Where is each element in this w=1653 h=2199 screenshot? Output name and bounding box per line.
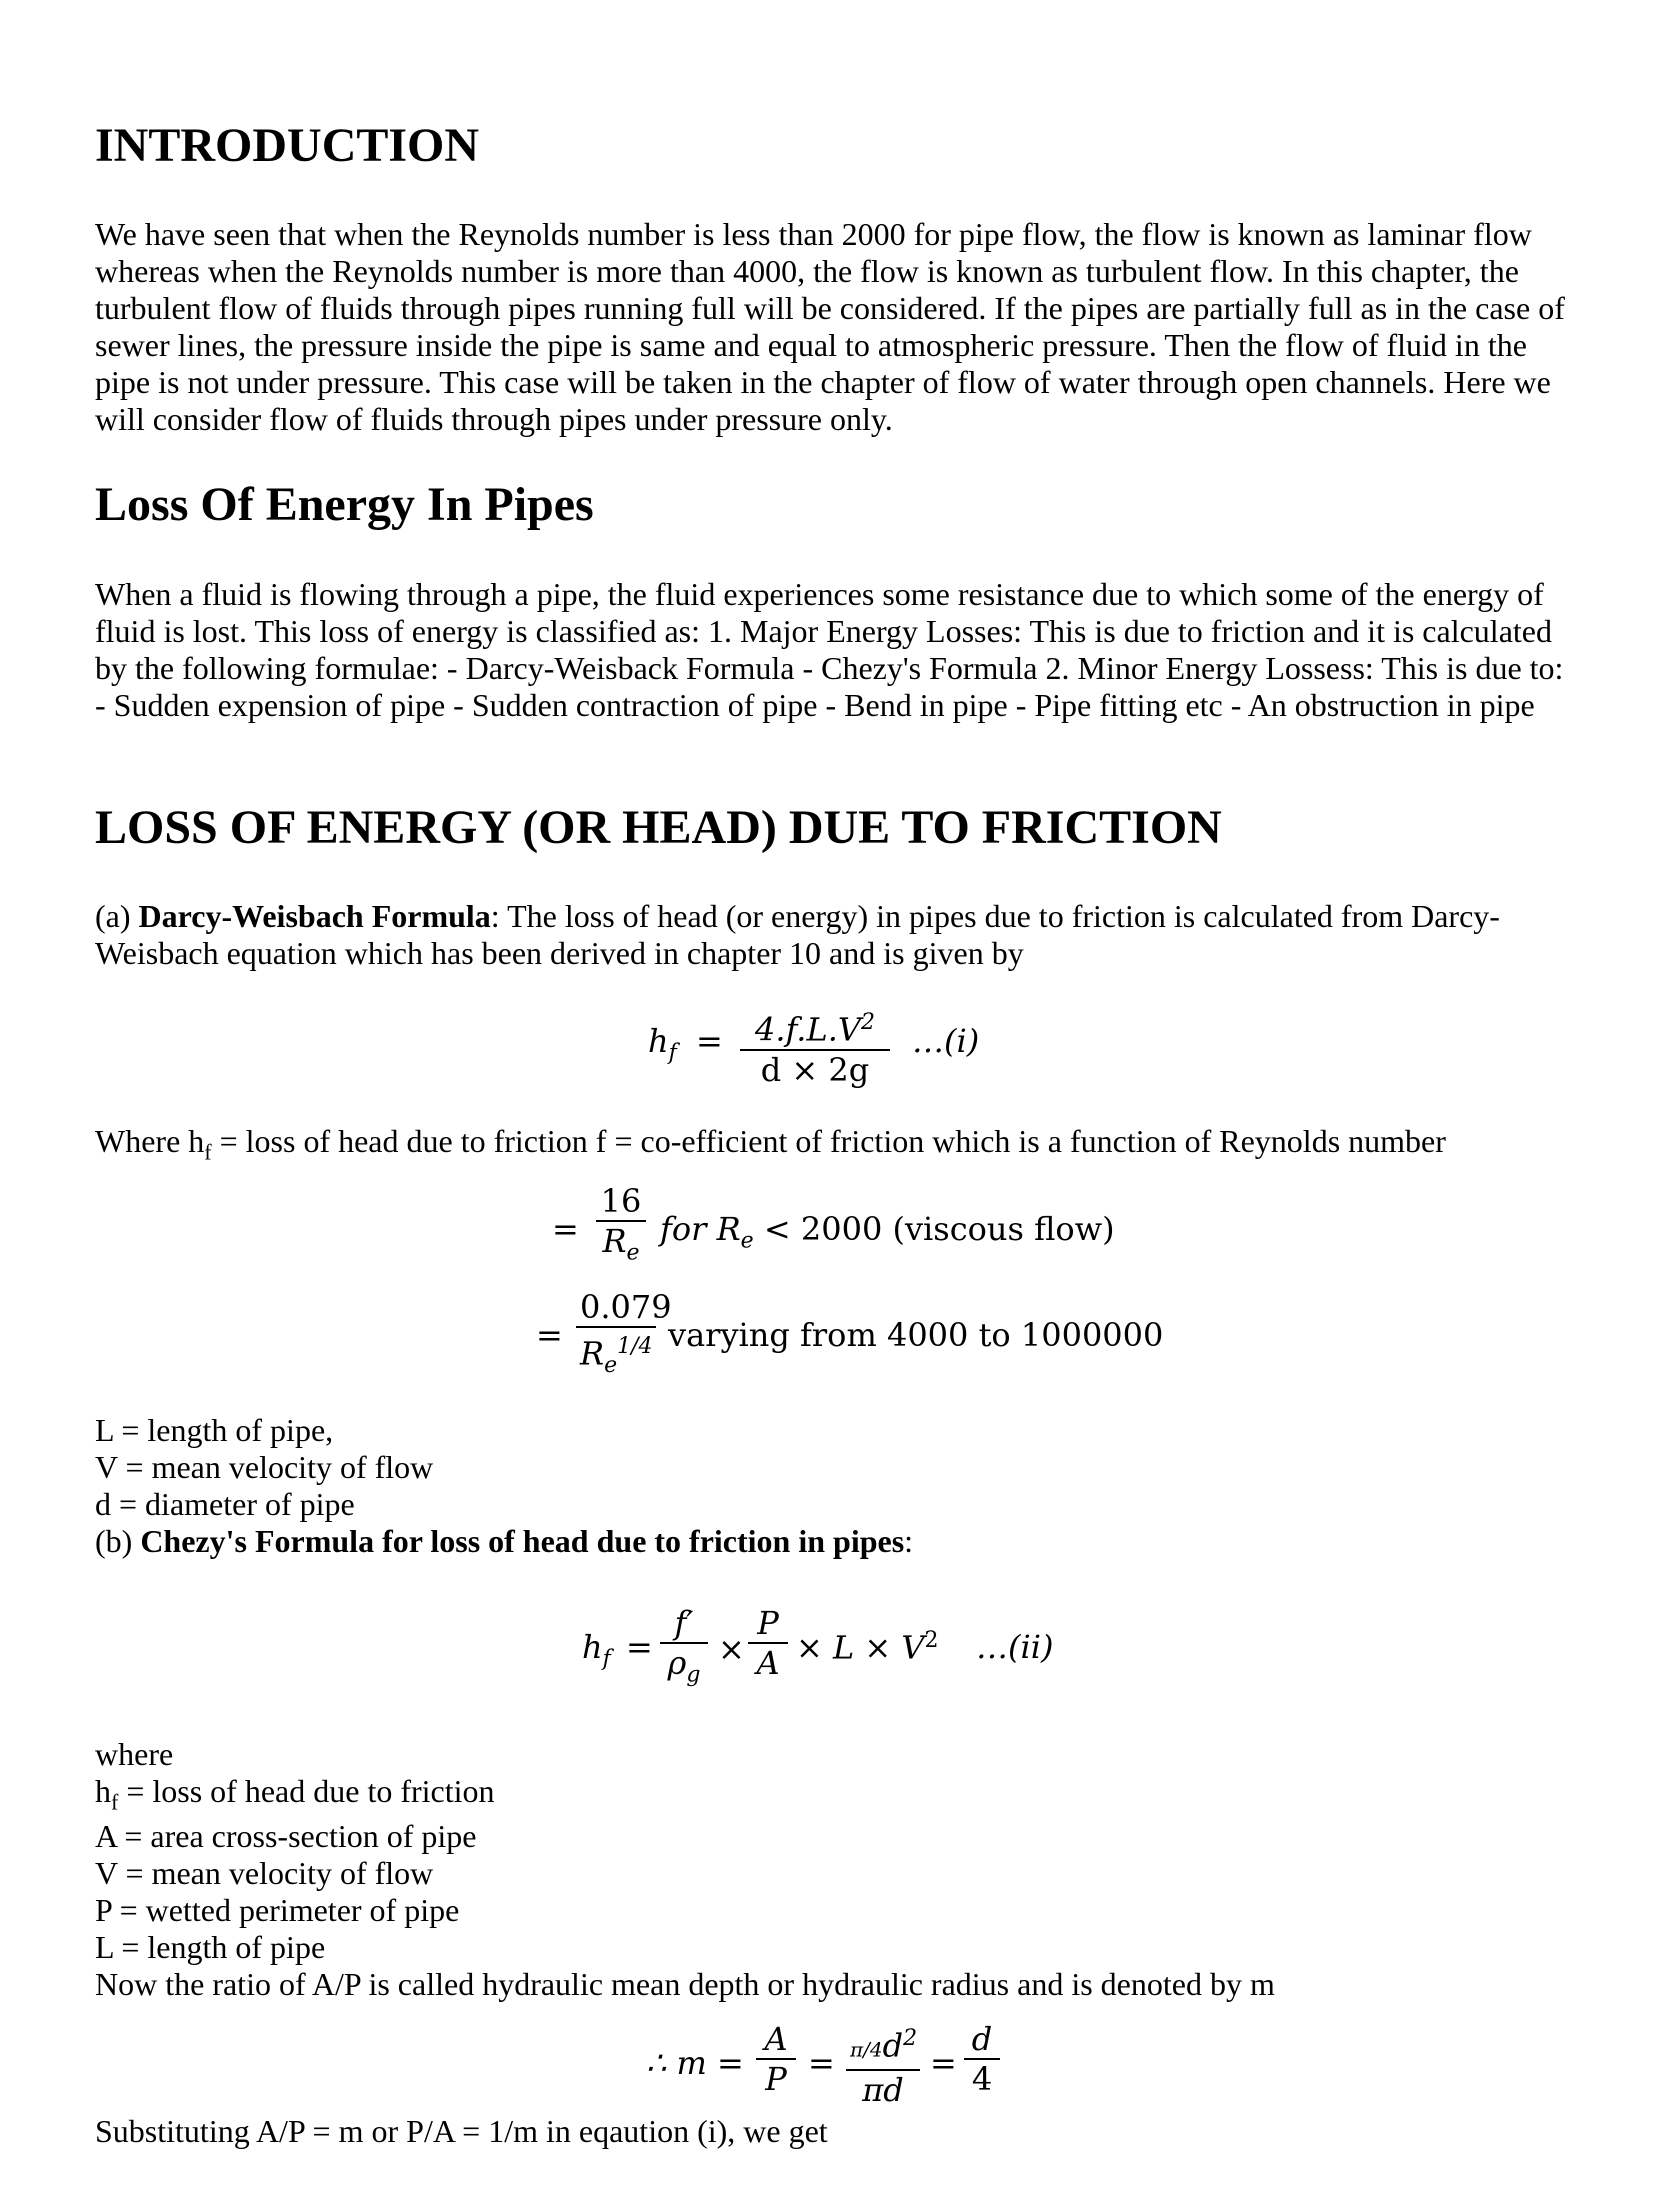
eq1-lhs: $h_f$ (648, 1022, 677, 1066)
eq3-lhs: ∴ m = (646, 2044, 744, 2082)
case2-fraction (576, 1288, 672, 1385)
loss-energy-paragraph: When a fluid is flowing through a pipe, the fluid experiences some resistance due to which some of the energy of fluid is lost. This loss of energy is classified as: 1. Major Energy Losses: This is due to friction and it is calculated by the following formulae: - Darcy-Weisback Formula - Chezy's Formula 2. Minor Energy Lossess: This is due to: - Sudden expension of pipe - Sudden contraction of pipe - Bend in pipe - Pipe fitting etc - An obstruction in pipe (95, 576, 1564, 723)
intro-heading: INTRODUCTION (95, 119, 480, 172)
substituting-line: Substituting A/P = m or P/A = 1/m in eqaution (i), we get (95, 2113, 828, 2149)
eq1-tag: …(i) (912, 1022, 980, 1060)
eq2-rest: × $L \times V^2$ (796, 1628, 939, 1667)
case1-condition: for $R_e < 2000$ (viscous flow) (660, 1210, 1115, 1254)
def-hf: $h_f$ = loss of head due to friction (95, 1773, 495, 1815)
eq2-lhs: $h_f$ (582, 1628, 611, 1672)
eq1-fraction (740, 1004, 890, 1089)
eq3-fraction-1: A P (756, 2020, 796, 2098)
def-diameter: d = diameter of pipe (95, 1486, 355, 1522)
def-perimeter: P = wetted perimeter of pipe (95, 1892, 460, 1928)
eq1-denominator: d × 2g (760, 1050, 870, 1089)
darcy-bold-label: Darcy-Weisbach Formula (138, 898, 491, 934)
def-area: A = area cross-section of pipe (95, 1818, 477, 1854)
eq2-fraction-1: f′ $\rho_g$ (660, 1604, 708, 1694)
eq3-equals-a: = (808, 2044, 835, 2082)
eq2-times: × (718, 1630, 745, 1668)
case2-numerator: 0.079 (580, 1288, 672, 1326)
eq1-numerator: $4.f.L.V^2$ (755, 1010, 875, 1049)
eq3-fraction-3: d 4 (964, 2020, 1000, 2098)
case1-fraction (596, 1182, 646, 1272)
eq3-equals-b: = (930, 2044, 957, 2082)
case2-equals: = (536, 1316, 563, 1354)
chezy-bold-label: Chezy's Formula for loss of head due to friction in pipes (140, 1523, 905, 1559)
chezy-heading-line: (b) Chezy's Formula for loss of head due to friction in pipes: (95, 1523, 914, 1559)
case2-denominator: $R_e^{1/4}$ (580, 1334, 653, 1379)
loss-energy-heading: Loss Of Energy In Pipes (95, 478, 594, 531)
friction-heading: LOSS OF ENERGY (OR HEAD) DUE TO FRICTION (95, 801, 1222, 854)
intro-paragraph: We have seen that when the Reynolds number is less than 2000 for pipe flow, the flow is known as laminar flow whereas when the Reynolds number is more than 4000, the flow is known as turbulent flow. In this chapter, the turbulent flow of fluids through pipes running full will be considered. If the pipes are partially full as in the case of sewer lines, the pressure inside the pipe is same and equal to atmospheric pressure. Then the flow of fluid in the pipe is not under pressure. This case will be taken in the chapter of flow of water through open channels. Here we will consider flow of fluids through pipes under pressure only. (95, 216, 1565, 437)
darcy-paragraph (95, 898, 1575, 972)
eq1-equals: = (696, 1022, 723, 1060)
hydraulic-radius-line: Now the ratio of A/P is called hydraulic mean depth or hydraulic radius and is denoted by m (95, 1966, 1275, 2002)
eq2-tag: …(ii) (976, 1628, 1054, 1666)
case1-numerator: 16 (600, 1182, 642, 1220)
case1-denominator: $R_e$ (602, 1222, 640, 1266)
where-label: where (95, 1736, 174, 1772)
eq3-fraction-2: $\pi/4d^2$ πd (846, 2020, 920, 2109)
def-length: L = length of pipe, (95, 1412, 334, 1448)
def-velocity: V = mean velocity of flow (95, 1449, 434, 1485)
darcy-text: : The loss of head (or energy) in pipes due to friction is calculated from Darcy-Weisbach equation which has been derived in chapter 10 and is given by (95, 898, 1500, 971)
def-velocity-2: V = mean velocity of flow (95, 1855, 434, 1891)
case1-equals: = (552, 1210, 579, 1248)
eq2-equals: = (626, 1628, 653, 1666)
case2-condition: varying from 4000 to 1000000 (668, 1316, 1164, 1354)
def-length-2: L = length of pipe (95, 1929, 326, 1965)
where-hf-line: Where $h_f$ = loss of head due to friction f = co-efficient of friction which is a function of Reynolds number (95, 1123, 1446, 1165)
darcy-prefix: (a) (95, 898, 139, 934)
eq2-fraction-2: P A (748, 1604, 788, 1682)
